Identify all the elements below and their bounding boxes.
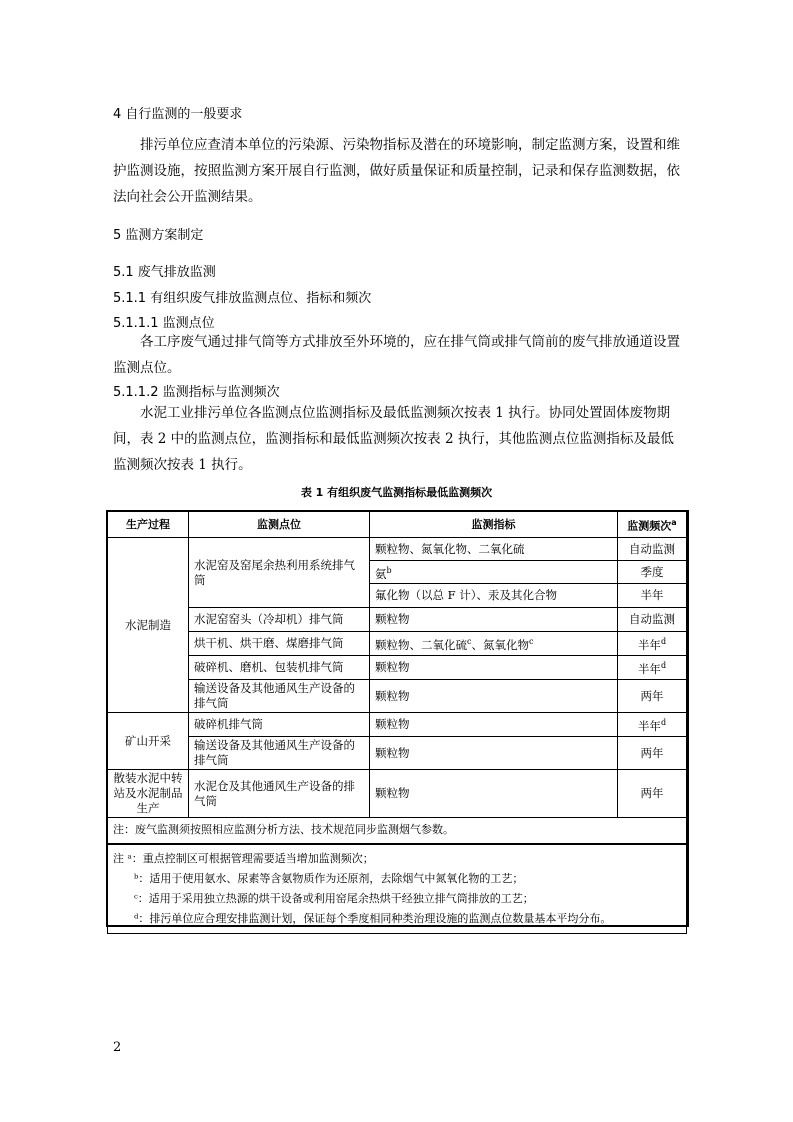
frequency-cell: 两年 [618, 737, 687, 770]
indicator-cell: 颗粒物、二氧化硫$^c$、氮氧化物$^c$ [370, 632, 618, 656]
frequency-cell: 半年$^d$ [618, 656, 687, 680]
table-footnotes [108, 844, 687, 934]
section-5-1-1-2-heading: 5.1.1.2 监测指标与监测频次 [113, 385, 280, 400]
table-row [108, 538, 687, 561]
section-5-1-heading: 5.1 废气排放监测 [113, 265, 216, 280]
frequency-cell: 半年$^d$ [618, 713, 687, 737]
point-cell: 输送设备及其他通风生产设备的排气筒 [189, 680, 370, 713]
section-5-1-1-1-paragraph: 各工序废气通过排气筒等方式排放至外环境的，应在排气筒或排气筒前的废气排放通道设置监测点位。 [113, 334, 680, 376]
section-5-1-1-2-paragraph: 水泥工业排污单位各监测点位监测指标及最低监测频次按表 1 执行。协同处置固体废物期间，表 2 中的监测点位，监测指标和最低监测频次按表 2 执行，其他监测点位监测指标及最低监测频次按表 1 执行。 [113, 405, 674, 473]
page-number: 2 [113, 1040, 122, 1055]
point-cell: 破碎机排气筒 [189, 713, 370, 737]
indicator-cell: 颗粒物 [370, 737, 618, 770]
footnote-b: ᵇ：适用于使用氨水、尿素等含氨物质作为还原剂，去除烟气中氮氧化物的工艺； [134, 871, 524, 885]
header-frequency: 监测频次$^a$ [618, 512, 687, 538]
indicator-cell: 颗粒物 [370, 608, 618, 632]
frequency-cell: 两年 [618, 770, 687, 818]
indicator-cell: 颗粒物 [370, 656, 618, 680]
monitoring-table [107, 511, 687, 934]
table-row [108, 737, 687, 770]
indicator-cell: 颗粒物 [370, 770, 618, 818]
table-header-row [108, 512, 687, 538]
table-row [108, 632, 687, 656]
frequency-cell: 两年 [618, 680, 687, 713]
process-bulk-cement: 散装水泥中转站及水泥制品生产 [108, 770, 189, 818]
point-cell: 水泥窑窑头（冷却机）排气筒 [189, 608, 370, 632]
indicator-cell: 颗粒物 [370, 680, 618, 713]
header-point: 监测点位 [189, 512, 370, 538]
table-row [108, 713, 687, 737]
point-cell: 破碎机、磨机、包装机排气筒 [189, 656, 370, 680]
process-mining: 矿山开采 [108, 713, 189, 770]
indicator-cell: 颗粒物 [370, 713, 618, 737]
section-5-1-1-1-heading: 5.1.1.1 监测点位 [113, 316, 215, 331]
frequency-cell: 自动监测 [618, 608, 687, 632]
footnote-d: ᵈ：排污单位应合理安排监测计划，保证每个季度相同种类治理设施的监测点位数量基本平均分布。 [134, 911, 612, 925]
table-note-row [108, 818, 687, 844]
section-4-paragraph: 排污单位应查清本单位的污染源、污染物指标及潜在的环境影响，制定监测方案，设置和维护监测设施，按照监测方案开展自行监测，做好质量保证和质量控制，记录和保存监测数据，依法向社会公开监测结果。 [113, 137, 680, 205]
footnote-c: ᶜ：适用于采用独立热源的烘干设备或利用窑尾余热烘干经独立排气筒排放的工艺； [134, 891, 534, 905]
table-note-main: 注：废气监测须按照相应监测分析方法、技术规范同步监测烟气参数。 [108, 818, 687, 844]
section-4-heading: 4 自行监测的一般要求 [113, 107, 243, 122]
table-row [108, 680, 687, 713]
section-5-1-1-heading: 5.1.1 有组织废气排放监测点位、指标和频次 [113, 291, 372, 306]
indicator-cell: 颗粒物、氮氧化物、二氧化硫 [370, 538, 618, 561]
table-row [108, 608, 687, 632]
frequency-cell: 季度 [618, 561, 687, 584]
footnote-a: 注 ᵃ：重点控制区可根据管理需要适当增加监测频次； [113, 851, 374, 865]
indicator-cell: 氟化物（以总 F 计）、汞及其化合物 [370, 584, 618, 608]
table-row [108, 656, 687, 680]
header-process: 生产过程 [108, 512, 189, 538]
process-cement: 水泥制造 [108, 538, 189, 713]
frequency-cell: 半年$^d$ [618, 632, 687, 656]
point-cell: 水泥仓及其他通风生产设备的排气筒 [189, 770, 370, 818]
table-footnotes-row [108, 844, 687, 934]
indicator-cell: 氨$^b$ [370, 561, 618, 584]
frequency-cell: 自动监测 [618, 538, 687, 561]
header-indicator: 监测指标 [370, 512, 618, 538]
point-cell: 水泥窑及窑尾余热利用系统排气筒 [189, 538, 370, 608]
frequency-cell: 半年 [618, 584, 687, 608]
section-5-heading: 5 监测方案制定 [113, 228, 204, 243]
table-caption: 表 1 有组织废气监测指标最低监测频次 [300, 486, 493, 499]
table-row [108, 770, 687, 818]
point-cell: 输送设备及其他通风生产设备的排气筒 [189, 737, 370, 770]
point-cell: 烘干机、烘干磨、煤磨排气筒 [189, 632, 370, 656]
